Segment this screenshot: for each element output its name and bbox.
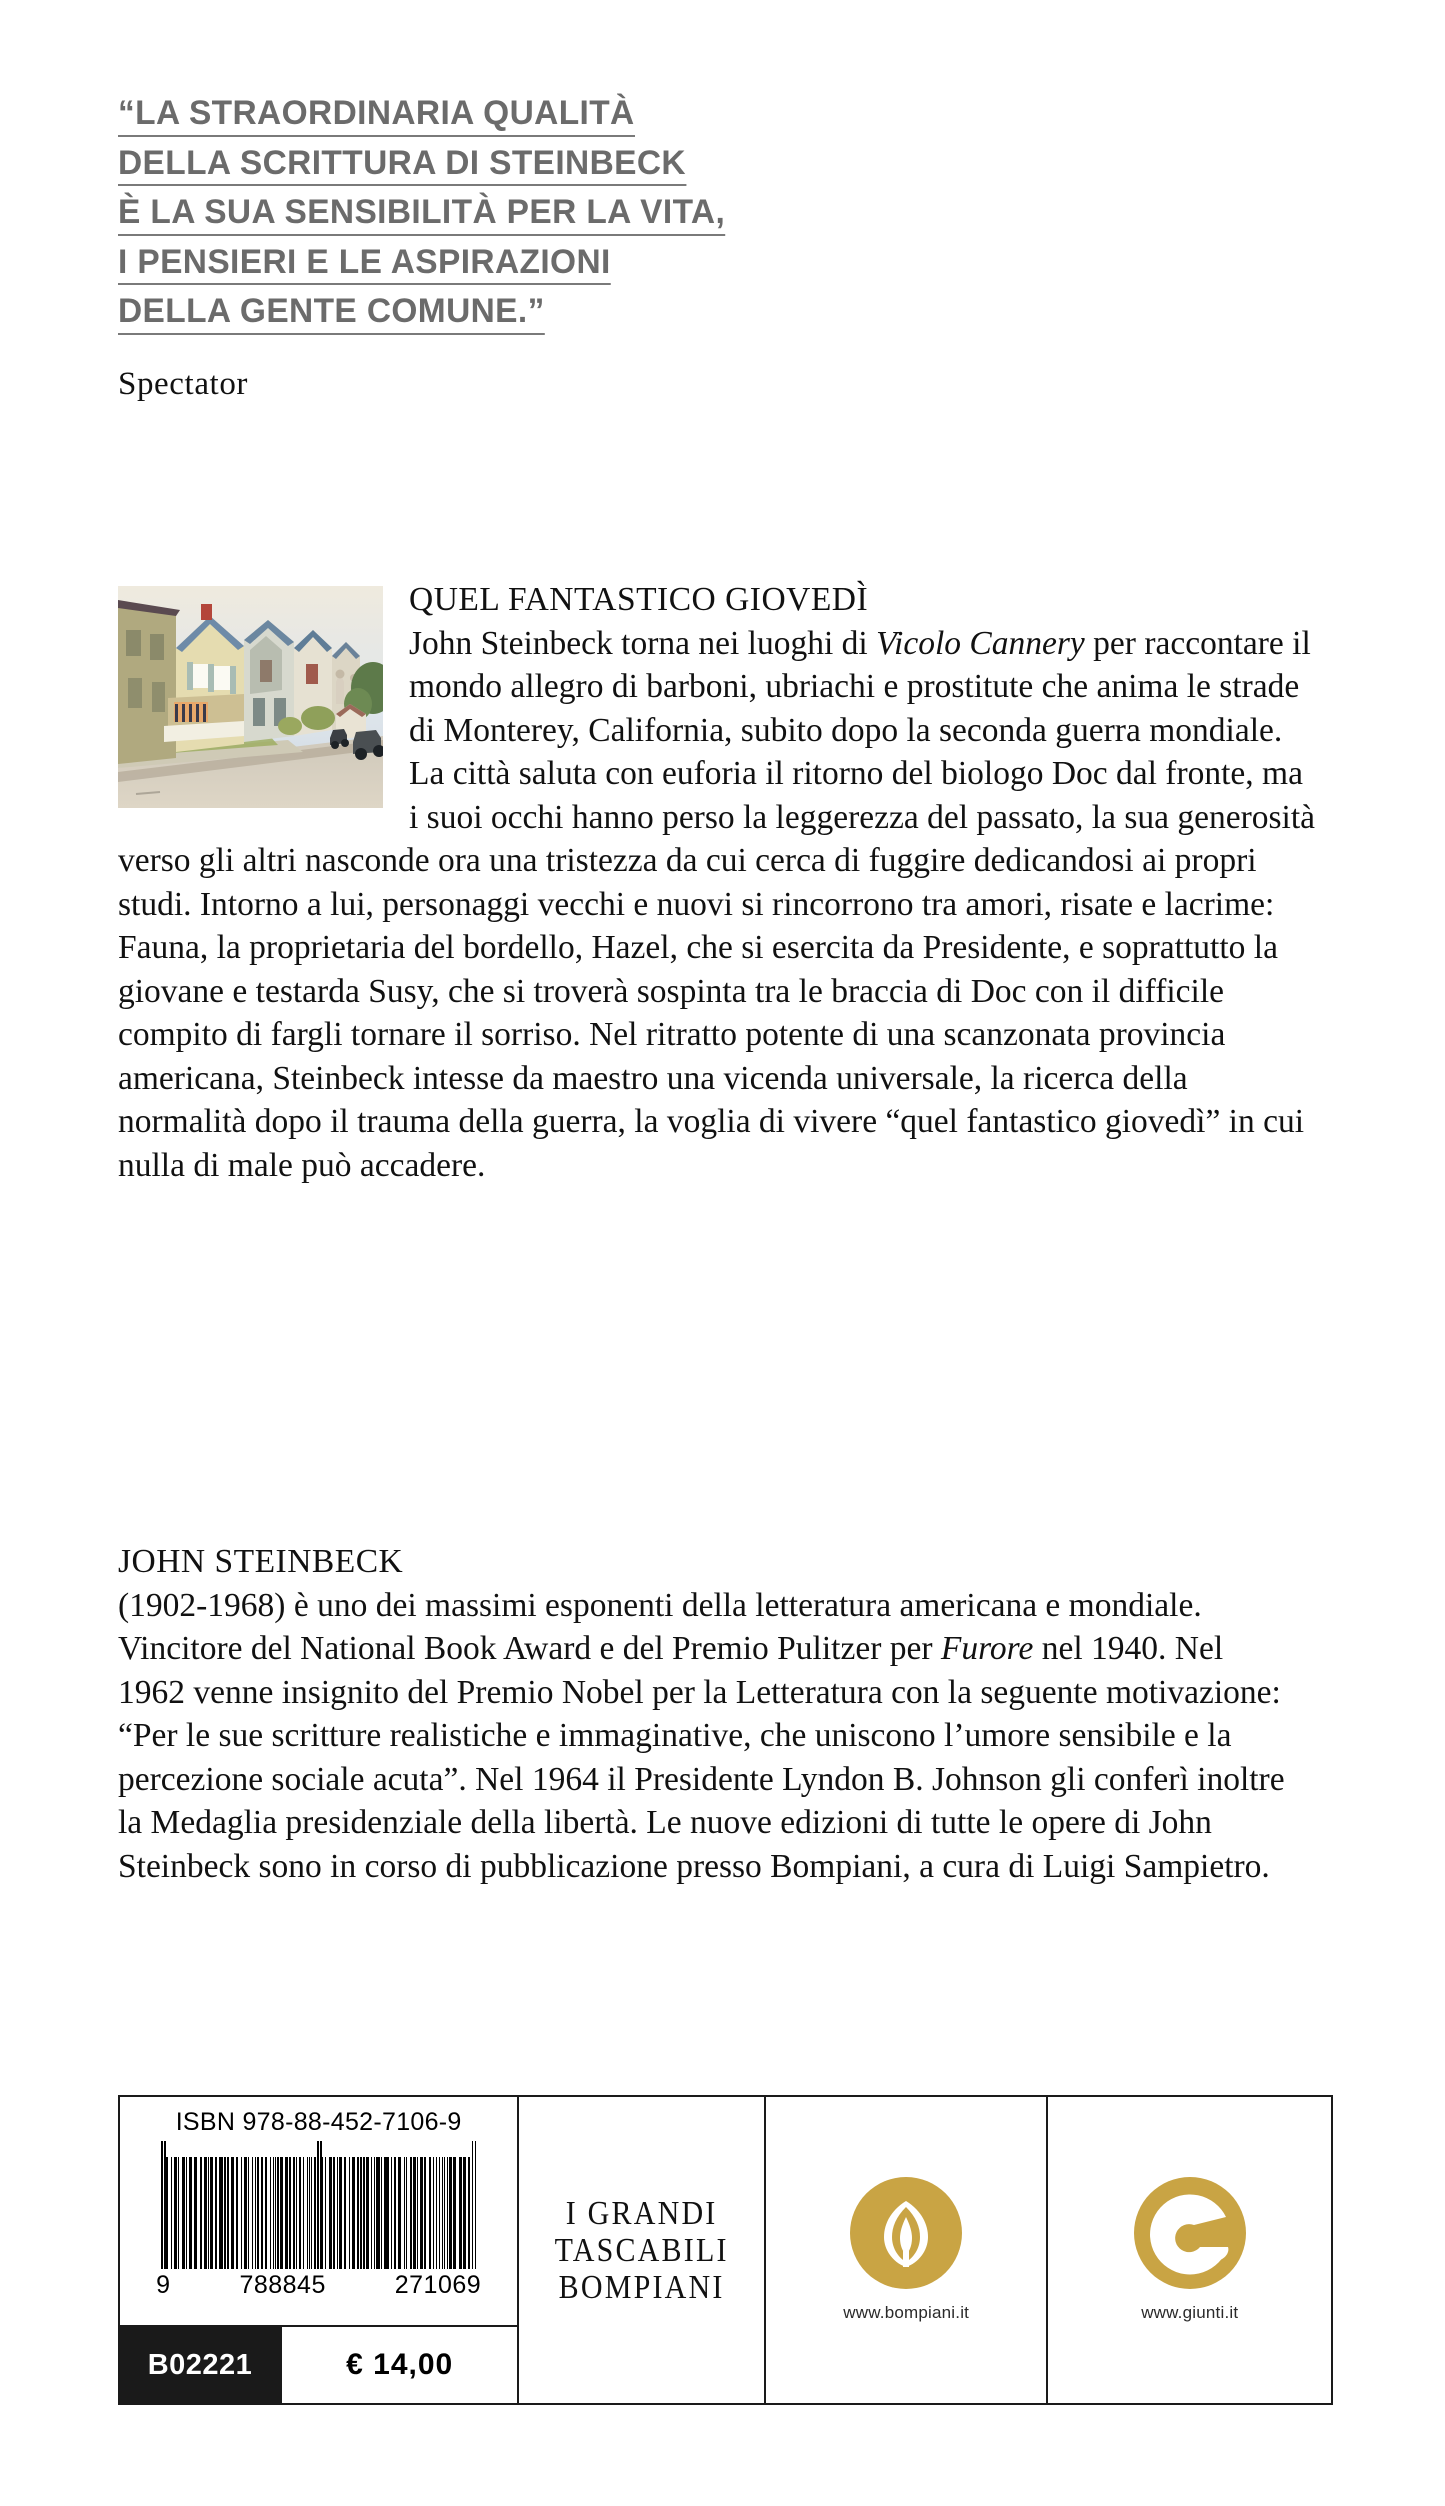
ean-digit-left: 788845 bbox=[239, 2271, 326, 2299]
author-bio bbox=[118, 1540, 1298, 1888]
group-url[interactable]: www.giunti.it bbox=[1141, 2303, 1239, 2322]
giunti-logo bbox=[1134, 2177, 1246, 2289]
ean-digit-row bbox=[156, 2271, 481, 2300]
bompiani-logo bbox=[850, 2177, 962, 2289]
book-blurb bbox=[118, 578, 1318, 1187]
giunti-logo-icon bbox=[1134, 2177, 1246, 2289]
series-line-1: I GRANDI bbox=[565, 2194, 718, 2232]
series-line-2: TASCABILI bbox=[554, 2231, 729, 2269]
bio-text-2: nel 1940. Nel 1962 venne insignito del Premio Nobel per la Letteratura con la seguente motivazione: “Per le sue scritture realistiche e immaginative, che uniscono l’umore sensibile e la percezione sociale acuta”. Nel 1964 il Presidente Lyndon B. Johnson gli conferì inoltre la Medaglia presidenziale della libertà. Le nuove edizioni di tutte le opere di John Steinbeck sono in corso di pubblicazione presso Bompiani, a cura di Luigi Sampietro. bbox=[118, 1630, 1285, 1885]
quote-line-4: I PENSIERI E LE ASPIRAZIONI bbox=[118, 245, 611, 286]
barcode-cell bbox=[120, 2097, 519, 2403]
barcode-area bbox=[120, 2097, 517, 2327]
blurb-text-2: per raccontare il mondo allegro di barboni, ubriachi e prostitute che anima le strade di Monterey, California, subito dopo la seconda guerra mondiale. La città saluta con euforia il ritorno del biologo Doc dal fronte, ma i suoi occhi hanno perso la leggerezza del passato, la sua generosità verso gli altri nasconde ora una tristezza da cui cerca di fuggire dedicandosi ai propri studi. Intorno a lui, personaggi vecchi e nuovi si rincorrono tra amori, risate e lacrime: Fauna, la proprietaria del bordello, Hazel, che si esercita da Presidente, e soprattutto la giovane e testarda Susy, che si troverà sospinta tra le braccia di Doc con il difficile compito di fargli tornare il sorriso. Nel ritratto potente di una scanzonata provincia americana, Steinbeck intesse da maestro una vicenda universale, la ricerca della normalità dopo il trauma della guerra, la voglia di vivere “quel fantastico giovedì” in cui nulla di male può accadere. bbox=[118, 624, 1316, 1184]
publisher-url[interactable]: www.bompiani.it bbox=[843, 2303, 970, 2322]
product-code: B02221 bbox=[120, 2327, 282, 2403]
quote-attribution: Spectator bbox=[118, 365, 249, 402]
bio-italic-title: Furore bbox=[940, 1630, 1034, 1667]
quote-line-5: DELLA GENTE COMUNE.” bbox=[118, 294, 545, 335]
blurb-text-1: John Steinbeck torna nei luoghi di bbox=[409, 624, 877, 662]
ean-digit-lead: 9 bbox=[156, 2271, 171, 2299]
price-label: € 14,00 bbox=[282, 2327, 517, 2403]
blurb-italic-title: Vicolo Cannery bbox=[876, 624, 1085, 662]
publisher-cell bbox=[766, 2097, 1049, 2403]
review-quote-block bbox=[118, 96, 1318, 403]
series-cell bbox=[519, 2097, 766, 2403]
code-price-row bbox=[120, 2327, 517, 2403]
series-name bbox=[555, 2195, 729, 2306]
barcode-bars bbox=[161, 2141, 476, 2269]
group-cell bbox=[1048, 2097, 1331, 2403]
footer-bar bbox=[118, 2095, 1333, 2405]
quote-line-2: DELLA SCRITTURA DI STEINBECK bbox=[118, 146, 686, 187]
series-line-3: BOMPIANI bbox=[558, 2268, 725, 2306]
quote-line-3: È LA SUA SENSIBILITÀ PER LA VITA, bbox=[118, 195, 725, 236]
quote-line-1: “LA STRAORDINARIA QUALITÀ bbox=[118, 96, 635, 137]
cover-thumbnail-image bbox=[118, 586, 383, 808]
ean-digit-right: 271069 bbox=[394, 2271, 482, 2299]
bio-text-1: (1902-1968) è uno dei massimi esponenti della letteratura americana e mondiale. Vincitore del National Book Award e del Premio Pulitzer per bbox=[118, 1586, 1202, 1667]
blurb-title: QUEL FANTASTICO GIOVEDÌ bbox=[409, 581, 869, 618]
isbn-label: ISBN 978-88-452-7106-9 bbox=[175, 2108, 462, 2136]
watercolour-street-illustration bbox=[118, 586, 383, 808]
bompiani-logo-icon bbox=[850, 2177, 962, 2289]
author-bio-heading: JOHN STEINBECK bbox=[118, 1543, 404, 1580]
